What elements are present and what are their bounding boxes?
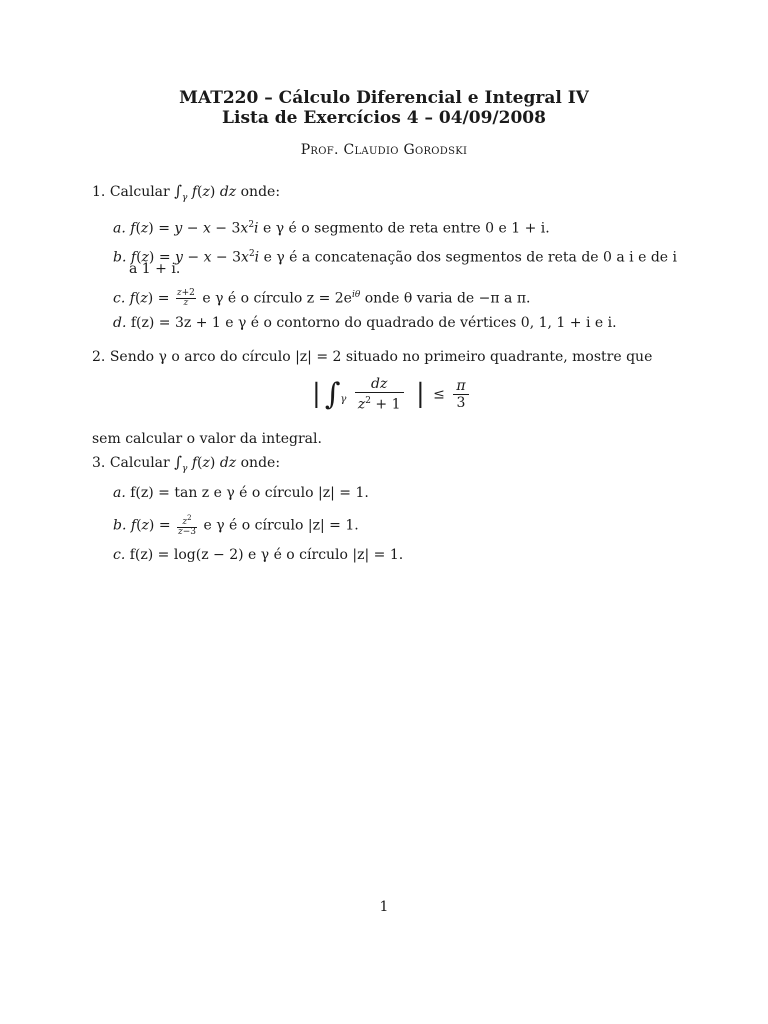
question-1d: d. f(z) = 3z + 1 e γ é o contorno do quadrado de vértices 0, 1, 1 + i e i.	[113, 315, 617, 331]
question-3b: b. f(z) = $\frac{z^2}{z-3}$ e γ é o círculo |z| = 1.	[113, 514, 359, 537]
item-label: c.	[113, 547, 126, 563]
question-1-number: 1.	[92, 184, 106, 200]
page-number: 1	[379, 899, 389, 915]
item-label: b.	[113, 249, 127, 266]
item-label: c.	[113, 290, 126, 307]
author: Prof. Claudio Gorodski	[300, 142, 468, 158]
item-label: b.	[113, 517, 127, 534]
item-label: d.	[113, 315, 127, 331]
question-2-intro: 2. Sendo γ o arco do círculo |z| = 2 situado no primeiro quadrante, mostre que	[92, 349, 653, 365]
title-line-2: Lista de Exercícios 4 – 04/09/2008	[222, 108, 546, 128]
question-1c: c. f(z) = $\frac{z+2}{z}$ e γ é o círculo $z = 2e^{i\theta}$ onde θ varia de −π a π.	[113, 288, 531, 309]
question-2-formula: | $\int_\gamma$ $\frac{dz}{z^2 + 1}$ | ≤ $\frac{\pi}{3}$	[308, 376, 473, 413]
question-2-after: sem calcular o valor da integral.	[92, 431, 322, 447]
question-3c: c. f(z) = log(z − 2) e γ é o círculo |z| = 1.	[113, 547, 404, 563]
question-1b-cont: a 1 + i.	[129, 261, 181, 277]
item-label: a.	[113, 485, 126, 501]
title-line-1: MAT220 – Cálculo Diferencial e Integral IV	[179, 88, 589, 108]
question-3-intro: 3. Calcular $\int_\gamma$ f(z) dz onde:	[92, 453, 281, 474]
item-label: a.	[113, 220, 126, 237]
question-2-number: 2.	[92, 349, 106, 365]
question-1-intro: 1. Calcular $\int_\gamma$ f(z) dz onde:	[92, 182, 281, 203]
question-3a: a. f(z) = tan z e γ é o círculo |z| = 1.	[113, 485, 369, 501]
question-1b: b. $f(z) = y - x - 3x^2i$ e γ é a concatenação dos segmentos de reta de 0 a i e de i	[113, 249, 678, 266]
question-1a: a. $f(z) = y - x - 3x^2i$ e γ é o segmento de reta entre 0 e 1 + i.	[113, 220, 550, 237]
question-3-number: 3.	[92, 455, 106, 471]
